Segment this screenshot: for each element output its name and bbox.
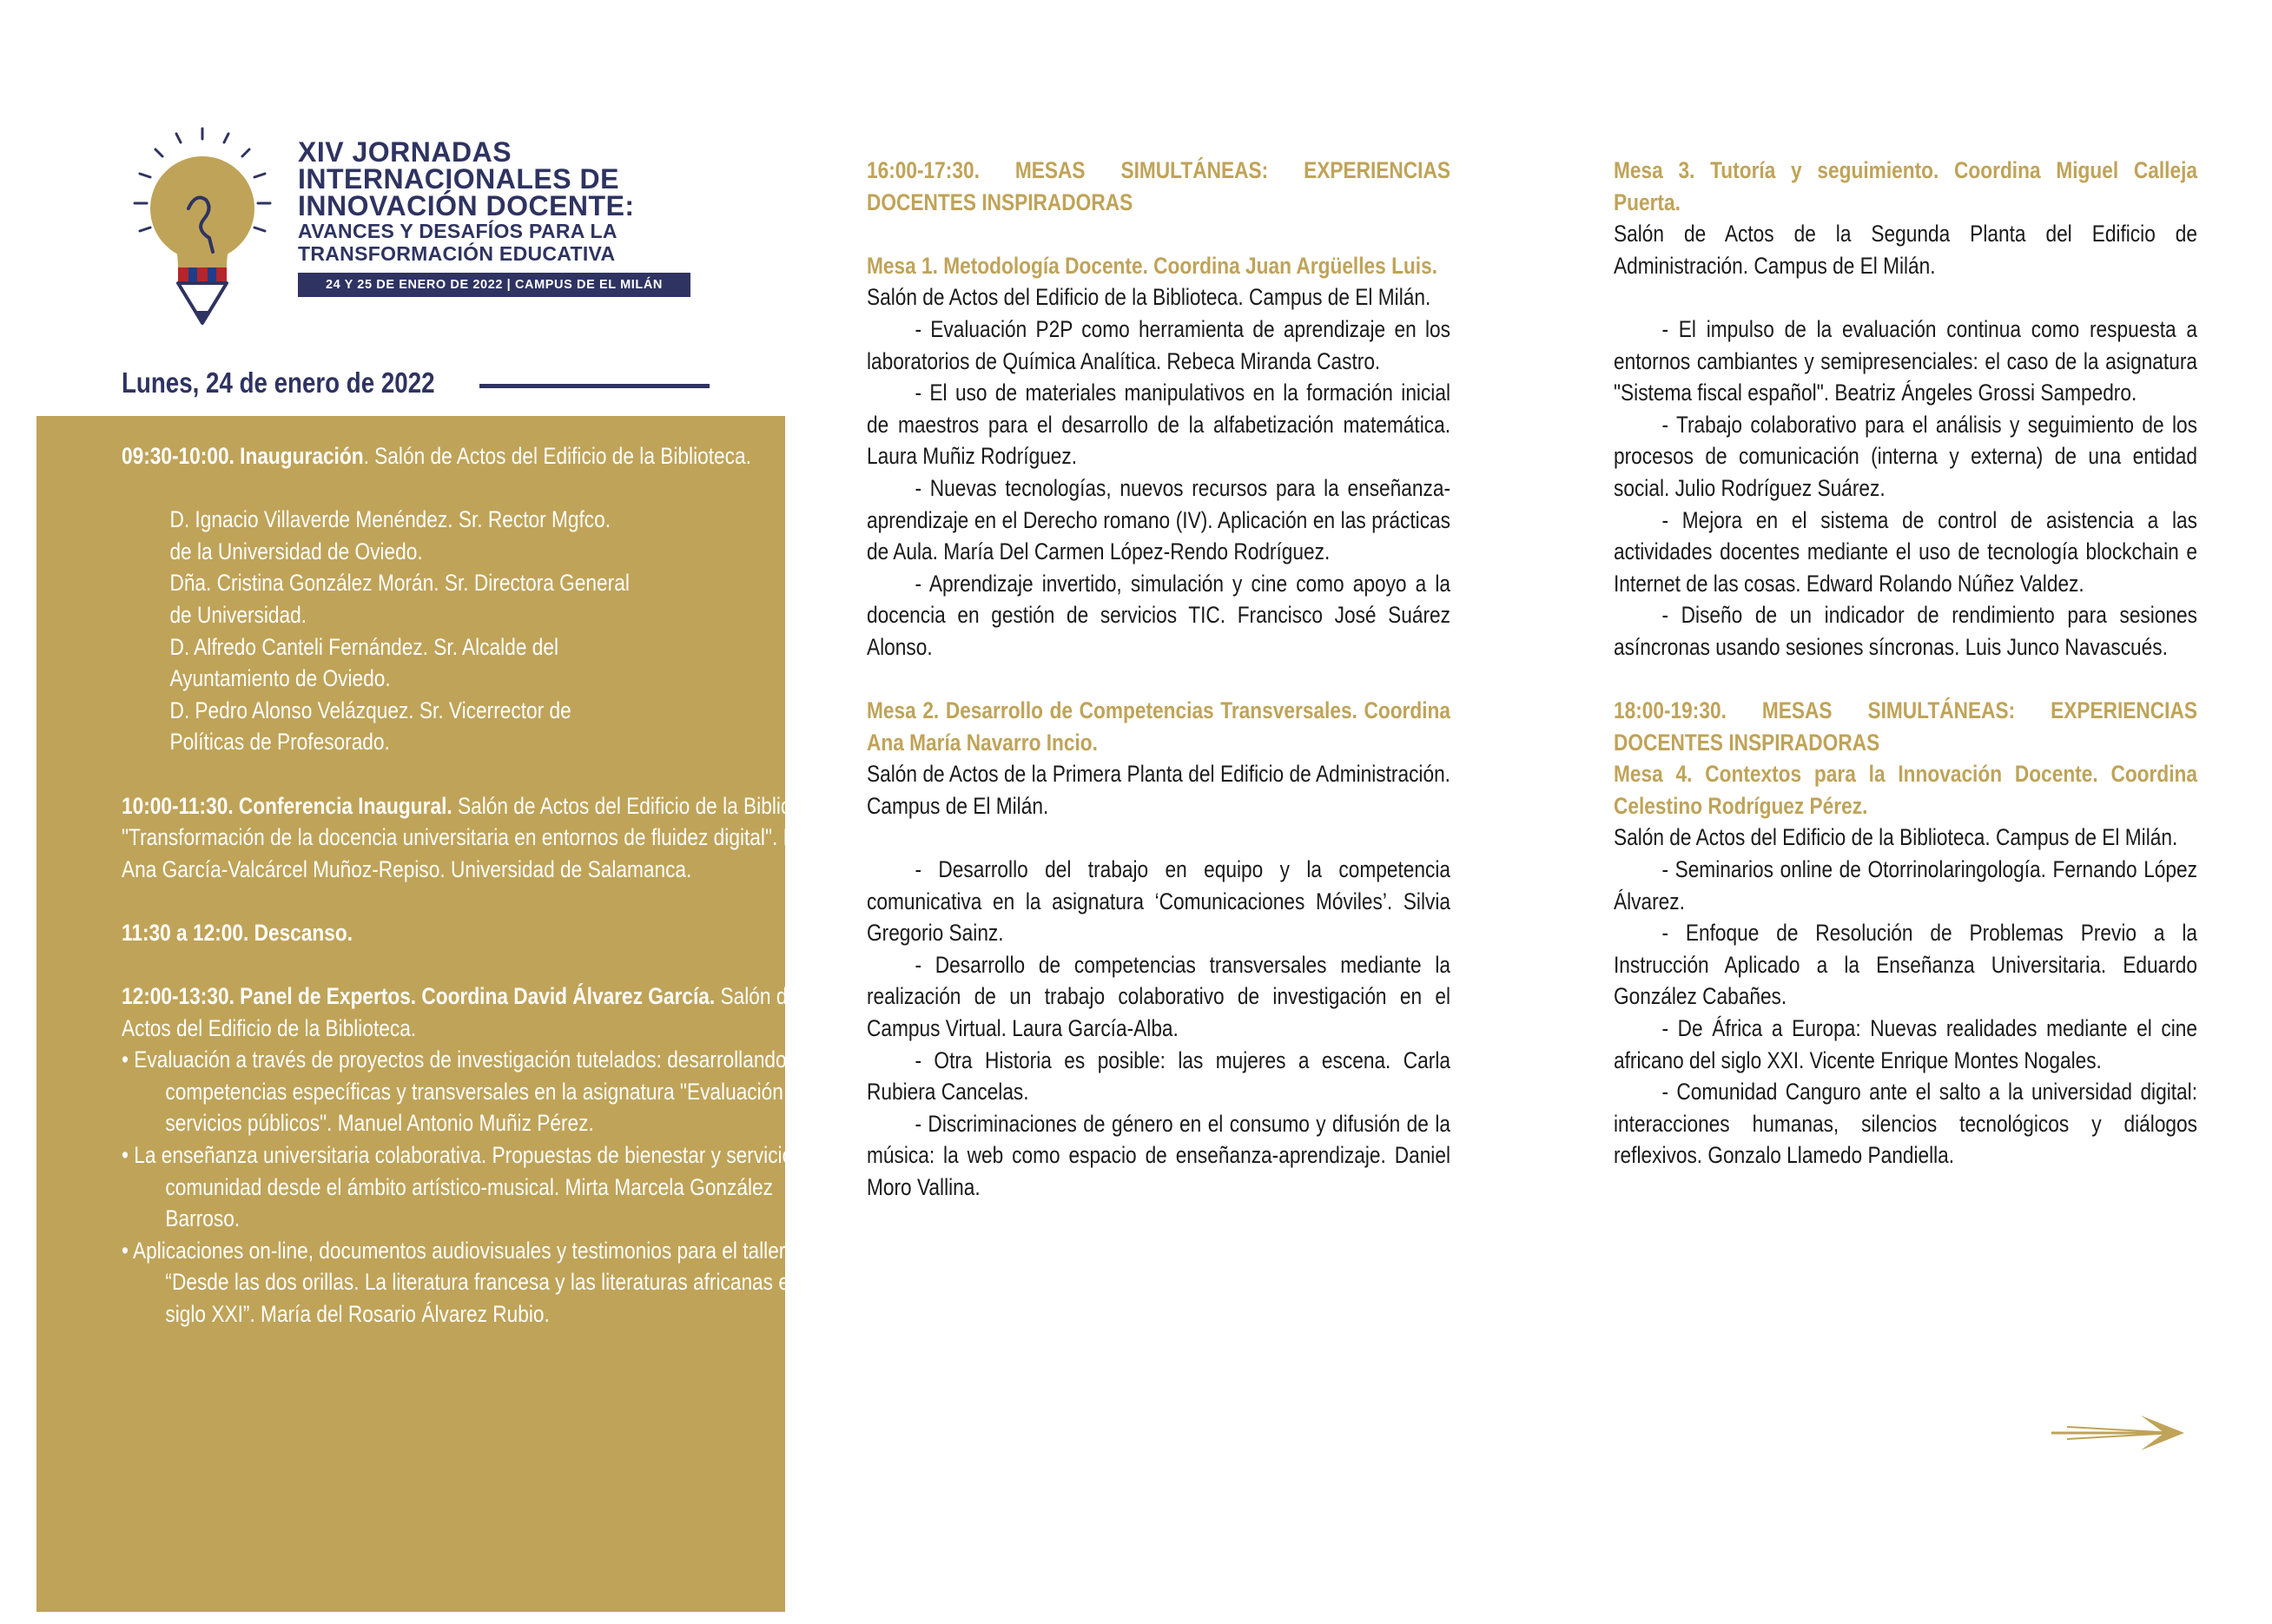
list-item: Ayuntamiento de Oviedo.	[169, 665, 391, 692]
middle-column	[867, 155, 1450, 1204]
list-item: - Desarrollo del trabajo en equipo y la competencia comunicativa en la asignatura ‘Comunicaciones Móviles’. Silvia Gregorio Sainz.	[867, 856, 1450, 947]
title-line: INNOVACIÓN DOCENTE:	[298, 190, 635, 221]
list-item: - Otra Historia es posible: las mujeres a escena. Carla Rubiera Cancelas.	[867, 1046, 1450, 1106]
list-item: - De África a Europa: Nuevas realidades mediante el cine africano del siglo XXI. Vicente Enrique Montes Nogales.	[1614, 1015, 2197, 1073]
list-item: - Enfoque de Resolución de Problemas Previo a la Instrucción Aplicado a la Enseñanza Universitaria. Eduardo González Cabañes.	[1614, 920, 2197, 1010]
list-item: - Aprendizaje invertido, simulación y cine como apoyo a la docencia en gestión de servicios TIC. Francisco José Suárez Alonso.	[867, 570, 1450, 660]
list-item: - Diseño de un indicador de rendimiento para sesiones asíncronas usando sesiones síncronas. Luis Junco Navascués.	[1614, 602, 2197, 660]
list-item: D. Pedro Alonso Velázquez. Sr. Vicerrector de	[169, 696, 571, 723]
title-line: XIV JORNADAS	[298, 136, 512, 168]
entry-text: Salón de Actos del Edificio de la Biblioteca. "Transformación de la docencia universitaria en entornos de fluidez digital". Dña. Ana García-Valcárcel Muñoz-Repiso. Universidad de Salamanca.	[122, 792, 835, 882]
date-band: 24 Y 25 DE ENERO DE 2022 | CAMPUS DE EL MILÁN	[298, 273, 690, 297]
divider-line	[479, 384, 710, 388]
mesa-title: Mesa 3. Tutoría y seguimiento. Coordina Miguel Calleja Puerta.	[1614, 157, 2197, 215]
list-item: • Aplicaciones on-line, documentos audiovisuales y testimonios para el taller “Desde las dos orillas. La literatura francesa y las literaturas africanas en el siglo XXI”. María del Rosario Álvarez Rubio.	[122, 1237, 822, 1328]
list-item: • Evaluación a través de proyectos de investigación tutelados: desarrollando competencias específicas y transversales en la asignatura "Evaluación de servicios públicos". Manuel Antonio Muñiz Pérez.	[122, 1046, 811, 1137]
list-item: - El uso de materiales manipulativos en la formación inicial de maestros para el desarrollo de la alfabetización matemática. Laura Muñiz Rodríguez.	[867, 380, 1450, 470]
right-column	[1614, 155, 2197, 1172]
descanso-entry: 11:30 a 12:00. Descanso.	[122, 919, 353, 946]
list-item: • La enseñanza universitaria colaborativa. Propuestas de bienestar y servicio a la comunidad desde el ámbito artístico-musical. Mirta Marcela González Barroso.	[122, 1142, 831, 1232]
day-heading: Lunes, 24 de enero de 2022	[122, 366, 435, 399]
list-item: - El impulso de la evaluación continua como respuesta a entornos cambiantes y semipresenciales: el caso de la asignatura "Sistema fiscal español". Beatriz Ángeles Grossi Sampedro.	[1614, 315, 2197, 406]
entry-time: 09:30-10:00. Inauguración	[122, 443, 364, 469]
mesa-title: Mesa 2. Desarrollo de Competencias Transversales. Coordina Ana María Navarro Incio.	[867, 697, 1450, 756]
list-item: - Mejora en el sistema de control de asistencia a las actividades docentes mediante el uso de tecnología blockchain e Internet de las cosas. Edward Rolando Núñez Valdez.	[1614, 506, 2197, 597]
title-line: INTERNACIONALES DE	[298, 163, 619, 195]
left-schedule	[122, 440, 851, 1330]
entry-time: 12:00-13:30. Panel de Expertos. Coordina David Álvarez García.	[122, 983, 716, 1010]
list-item: - Nuevas tecnologías, nuevos recursos para la enseñanza-aprendizaje en el Derecho romano (IV). Aplicación en las prácticas de Aula. María Del Carmen López-Rendo Rodríguez.	[867, 474, 1450, 565]
list-item: Dña. Cristina González Morán. Sr. Directora General	[169, 570, 630, 597]
subtitle-line: TRANSFORMACIÓN EDUCATIVA	[298, 242, 616, 265]
list-item: Políticas de Profesorado.	[169, 729, 390, 756]
section-heading: 16:00-17:30. MESAS SIMULTÁNEAS: EXPERIENCIAS DOCENTES INSPIRADORAS	[867, 157, 1450, 215]
panel-entry	[122, 980, 851, 1044]
conferencia-entry	[122, 790, 851, 886]
entry-text: Salón de Actos del Edificio de la Biblioteca.	[122, 983, 799, 1041]
mesa-title: Mesa 4. Contextos para la Innovación Docente. Coordina Celestino Rodríguez Pérez.	[1614, 761, 2197, 819]
mesa-location: Salón de Actos del Edificio de la Biblioteca. Campus de El Milán.	[867, 284, 1431, 311]
arrow-right-icon	[2050, 1411, 2189, 1455]
list-item: - Seminarios online de Otorrinolaringología. Fernando López Álvarez.	[1614, 856, 2197, 914]
section-heading: 18:00-19:30. MESAS SIMULTÁNEAS: EXPERIENCIAS DOCENTES INSPIRADORAS	[1614, 697, 2197, 756]
list-item: - Desarrollo de competencias transversales mediante la realización de un trabajo colaborativo de investigación en el Campus Virtual. Laura García-Alba.	[867, 951, 1450, 1042]
subtitle-line: AVANCES Y DESAFÍOS PARA LA	[298, 220, 618, 242]
list-item: - Comunidad Canguro ante el salto a la universidad digital: interacciones humanas, silencios tecnológicos y diálogos reflexivos. Gonzalo Llamedo Pandiella.	[1614, 1079, 2197, 1169]
lightbulb-pencil-icon	[126, 122, 278, 334]
list-item: de la Universidad de Oviedo.	[169, 538, 423, 564]
list-item: - Trabajo colaborativo para el análisis y seguimiento de los procesos de comunicación (interna y externa) de una entidad social. Julio Rodríguez Suárez.	[1614, 411, 2197, 501]
list-item: D. Alfredo Canteli Fernández. Sr. Alcalde del	[169, 633, 559, 660]
entry-time: 10:00-11:30. Conferencia Inaugural.	[122, 792, 452, 819]
mesa-location: Salón de Actos de la Segunda Planta del Edificio de Administración. Campus de El Milán.	[1614, 221, 2197, 279]
authorities-list	[169, 504, 851, 758]
inauguracion-entry	[122, 440, 851, 472]
mesa-location: Salón de Actos de la Primera Planta del Edificio de Administración. Campus de El Milán.	[867, 761, 1450, 819]
list-item: de Universidad.	[169, 601, 307, 628]
mesa-title: Mesa 1. Metodología Docente. Coordina Juan Argüelles Luis.	[867, 252, 1437, 279]
list-item: - Discriminaciones de género en el consumo y difusión de la música: la web como espacio de enseñanza-aprendizaje. Daniel Moro Vallina.	[867, 1110, 1450, 1200]
event-title	[298, 136, 784, 265]
entry-text: Salón de Actos del Edificio de la Biblioteca.	[368, 443, 751, 469]
list-item: D. Ignacio Villaverde Menéndez. Sr. Rector Mgfco.	[169, 506, 611, 533]
entry-dot: .	[363, 443, 369, 469]
mesa-location: Salón de Actos del Edificio de la Biblioteca. Campus de El Milán.	[1614, 824, 2178, 851]
list-item: - Evaluación P2P como herramienta de aprendizaje en los laboratorios de Química Analítica. Rebeca Miranda Castro.	[867, 315, 1450, 374]
